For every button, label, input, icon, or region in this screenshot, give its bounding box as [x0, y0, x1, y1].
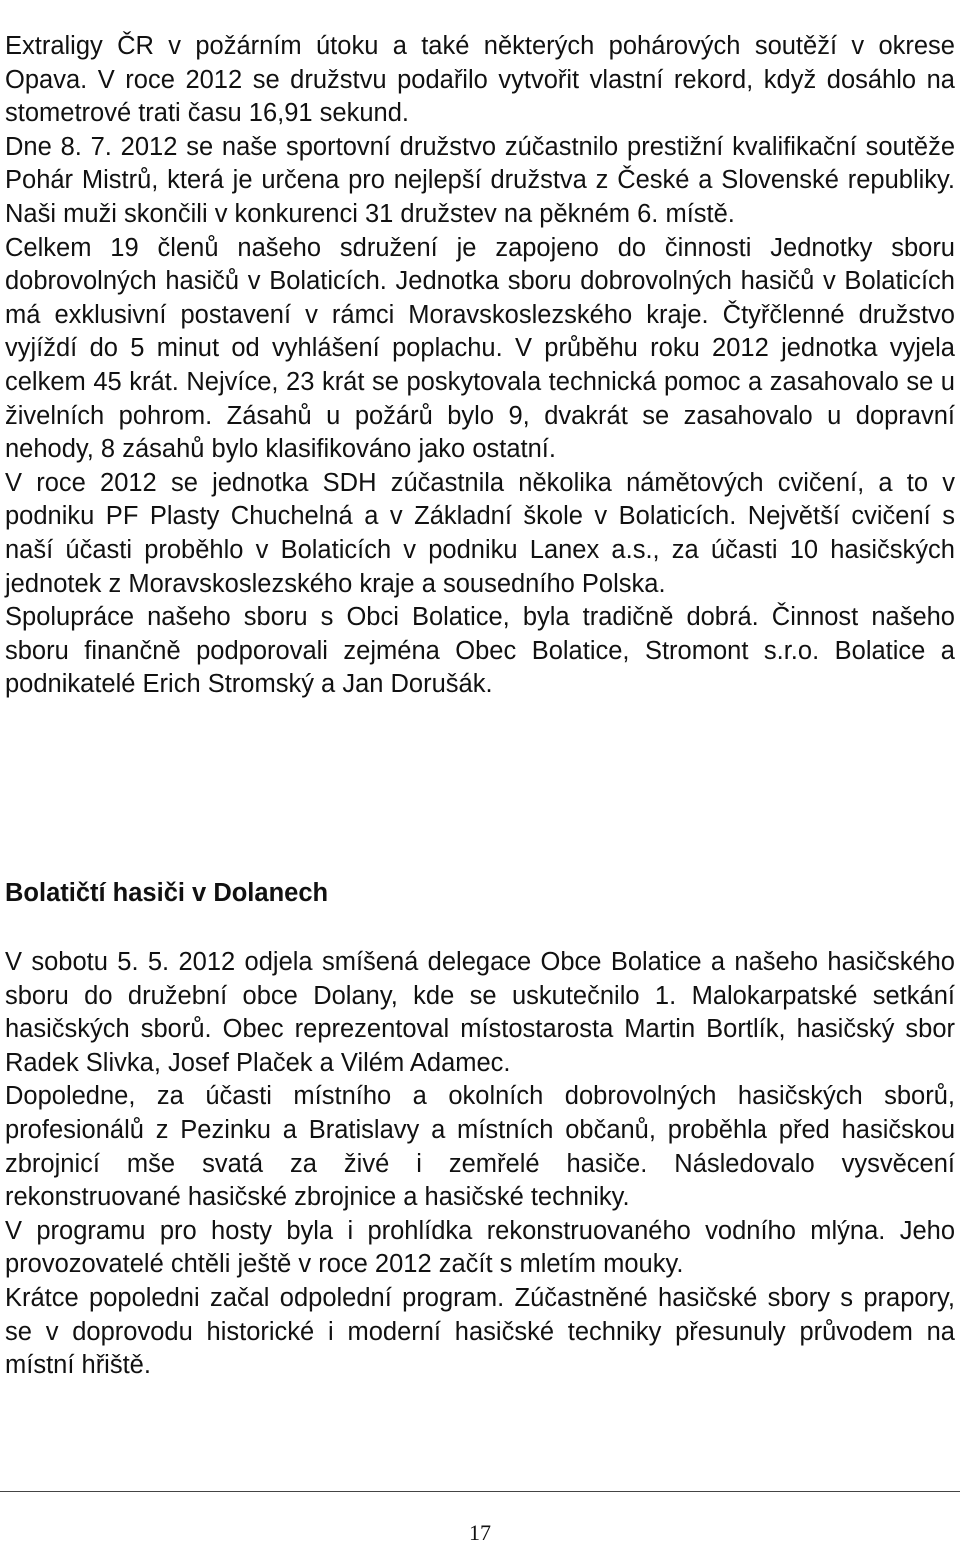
footer-divider: [0, 1491, 960, 1492]
section-1-body: [5, 30, 955, 702]
section-heading: Bolatičtí hasiči v Dolanech: [5, 879, 329, 907]
paragraph: V programu pro hosty byla i prohlídka rekonstruovaného vodního mlýna. Jeho provozovatelé chtěli ještě v roce 2012 začít s mletím mouky.: [5, 1216, 955, 1279]
paragraph: Dopoledne, za účasti místního a okolních dobrovolných hasičských sborů, profesionálů z Pezinku a Bratislavy a místních občanů, proběhla před hasičskou zbrojnicí mše svatá za živé i zemřelé hasiče. Následovalo vysvěcení rekonstruované hasičské zbrojnice a hasičské techniky.: [5, 1082, 955, 1212]
paragraph: Dne 8. 7. 2012 se naše sportovní družstvo zúčastnilo prestižní kvalifikační soutěže Pohár Mistrů, která je určena pro nejlepší družstva z České a Slovenské republiky. Naši muži skončili v konkurenci 31 družstev na pěkném 6. místě.: [5, 132, 955, 228]
section-2-body: [5, 946, 955, 1383]
paragraph: V sobotu 5. 5. 2012 odjela smíšená delegace Obce Bolatice a našeho hasičského sboru do družební obce Dolany, kde se uskutečnilo 1. Malokarpatské setkání hasičských sborů. Obec reprezentoval místostarosta Martin Bortlík, hasičský sbor Radek Slivka, Josef Plaček a Vilém Adamec.: [5, 948, 955, 1077]
page-number: 17: [469, 1520, 491, 1545]
paragraph: V roce 2012 se jednotka SDH zúčastnila několika námětových cvičení, a to v podniku PF Plasty Chuchelná a v Základní škole v Bolaticích. Největší cvičení s naší účasti proběhlo v Bolaticích v podniku Lanex a.s., za účasti 10 hasičských jednotek z Moravskoslezského kraje a sousedního Polska.: [5, 468, 955, 598]
paragraph: Celkem 19 členů našeho sdružení je zapojeno do činnosti Jednotky sboru dobrovolných hasičů v Bolaticích. Jednotka sboru dobrovolných hasičů v Bolaticích má exklusivní postavení v rámci Moravskoslezského kraje. Čtyřčlenné družstvo vyjíždí do 5 minut od vyhlášení poplachu. V průběhu roku 2012 jednotka vyjela celkem 45 krát. Nejvíce, 23 krát se poskytovala technická pomoc a zasahovalo se u živelních pohrom. Zásahů u požárů bylo 9, dvakrát se zasahovalo u dopravní nehody, 8 zásahů bylo klasifikováno jako ostatní.: [5, 233, 955, 464]
paragraph: Extraligy ČR v požárním útoku a také některých pohárových soutěží v okrese Opava. V roce 2012 se družstvu podařilo vytvořit vlastní rekord, když dosáhlo na stometrové trati času 16,91 sekund.: [5, 32, 955, 128]
paragraph: Krátce popoledni začal odpolední program. Zúčastněné hasičské sbory s prapory, se v doprovodu historické i moderní hasičské techniky přesunuly průvodem na místní hřiště.: [5, 1283, 955, 1380]
paragraph: Spolupráce našeho sboru s Obci Bolatice, byla tradičně dobrá. Činnost našeho sboru finančně podporovali zejména Obec Bolatice, Stromont s.r.o. Bolatice a podnikatelé Erich Stromský a Jan Dorušák.: [5, 603, 955, 699]
